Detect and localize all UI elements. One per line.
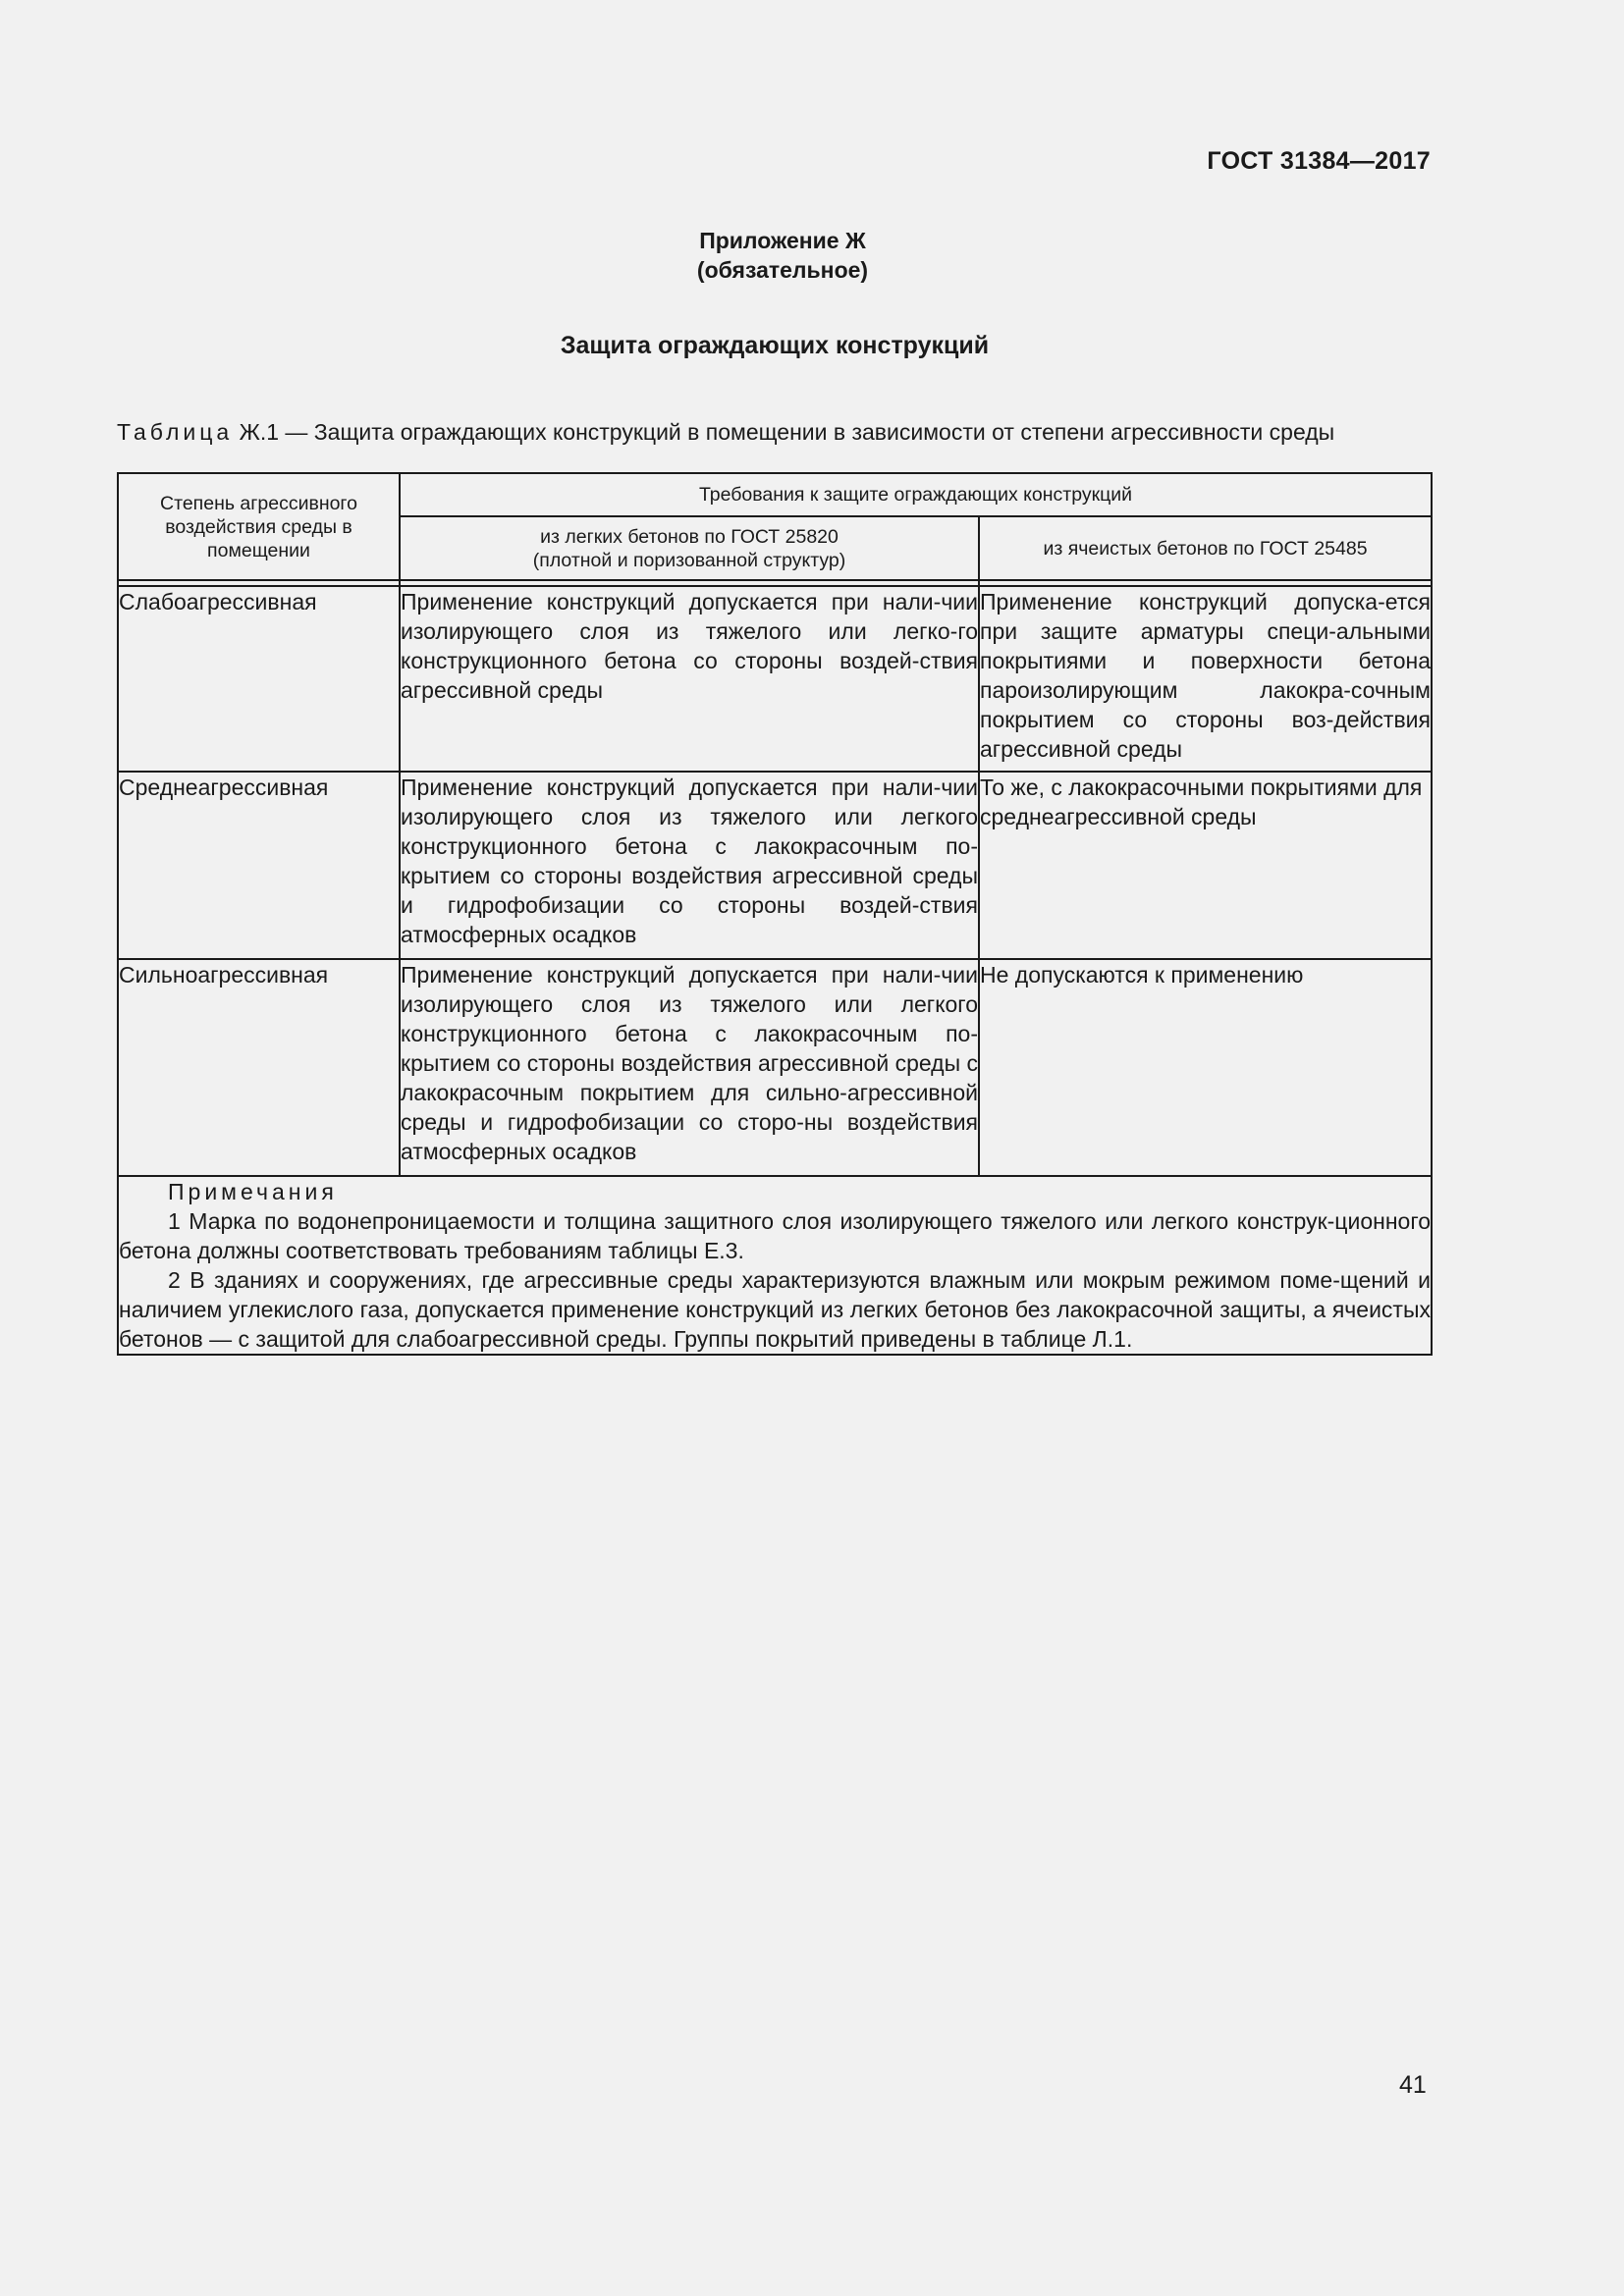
notes-heading: Примечания	[168, 1179, 338, 1204]
document-code: ГОСТ 31384—2017	[1207, 147, 1431, 175]
header-light-concrete-line2: (плотной и поризованной структур)	[532, 549, 846, 571]
appendix-title-line2: (обязательное)	[696, 257, 869, 283]
degree-cell: Слабоагрессивная	[118, 586, 400, 772]
light-concrete-cell: Применение конструкций допускается при нали-чии изолирующего слоя из тяжелого или легко-го конструкционного бетона со стороны воздей-ствия агрессивной среды	[400, 586, 979, 772]
header-requirements: Требования к защите ограждающих конструкций	[400, 473, 1432, 516]
light-concrete-cell: Применение конструкций допускается при нали-чии изолирующего слоя из тяжелого или легкого конструкционного бетона с лакокрасочным по-крытием со стороны воздействия агрессивной среды с лакокрасочным покрытием для сильно-агрессивной среды и гидрофобизации со сторо-ны воздействия атмосферных осадков	[400, 959, 979, 1176]
degree-cell: Сильноагрессивная	[118, 959, 400, 1176]
light-concrete-cell: Применение конструкций допускается при нали-чии изолирующего слоя из тяжелого или легкого конструкционного бетона с лакокрасочным по-крытием со стороны воздействия агрессивной среды и гидрофобизации со стороны воздей-ствия атмосферных осадков	[400, 772, 979, 959]
appendix-title-line1: Приложение Ж	[699, 228, 866, 253]
protection-table	[117, 472, 1433, 1356]
table-row	[118, 959, 1432, 1176]
header-cellular-concrete: из ячеистых бетонов по ГОСТ 25485	[979, 516, 1432, 580]
table-row	[118, 772, 1432, 959]
notes-cell	[118, 1176, 1432, 1355]
table-row	[118, 586, 1432, 772]
table-caption	[117, 419, 1334, 446]
page-number: 41	[1399, 2071, 1427, 2099]
note-item: 2 В зданиях и сооружениях, где агрессивные среды характеризуются влажным или мокрым режимом поме-щений и наличием углекислого газа, допускается применение конструкций из легких бетонов без лакокрасочной защиты, а ячеистых бетонов — с защитой для слабоагрессивной среды. Группы покрытий приведены в таблице Л.1.	[119, 1267, 1431, 1352]
header-light-concrete	[400, 516, 979, 580]
table-caption-text: Ж.1 — Защита ограждающих конструкций в помещении в зависимости от степени агрессивности среды	[233, 419, 1335, 445]
cellular-concrete-cell: Не допускаются к применению	[979, 959, 1432, 1176]
cellular-concrete-cell: То же, с лакокрасочными покрытиями для среднеагрессивной среды	[979, 772, 1432, 959]
appendix-title	[0, 226, 1565, 285]
table-header-row	[118, 473, 1432, 516]
degree-cell: Среднеагрессивная	[118, 772, 400, 959]
header-degree: Степень агрессивного воздействия среды в помещении	[118, 473, 400, 580]
cellular-concrete-cell: Применение конструкций допуска-ется при защите арматуры специ-альными покрытиями и поверхности бетона пароизолирующим лакокра-сочным покрытием со стороны воз-действия агрессивной среды	[979, 586, 1432, 772]
note-item: 1 Марка по водонепроницаемости и толщина защитного слоя изолирующего тяжелого или легкого конструк-ционного бетона должны соответствовать требованиям таблицы Е.3.	[119, 1208, 1431, 1263]
header-light-concrete-line1: из легких бетонов по ГОСТ 25820	[540, 525, 839, 548]
table-caption-label: Таблица	[117, 419, 234, 445]
notes-row	[118, 1176, 1432, 1355]
section-title: Защита ограждающих конструкций	[560, 332, 990, 359]
